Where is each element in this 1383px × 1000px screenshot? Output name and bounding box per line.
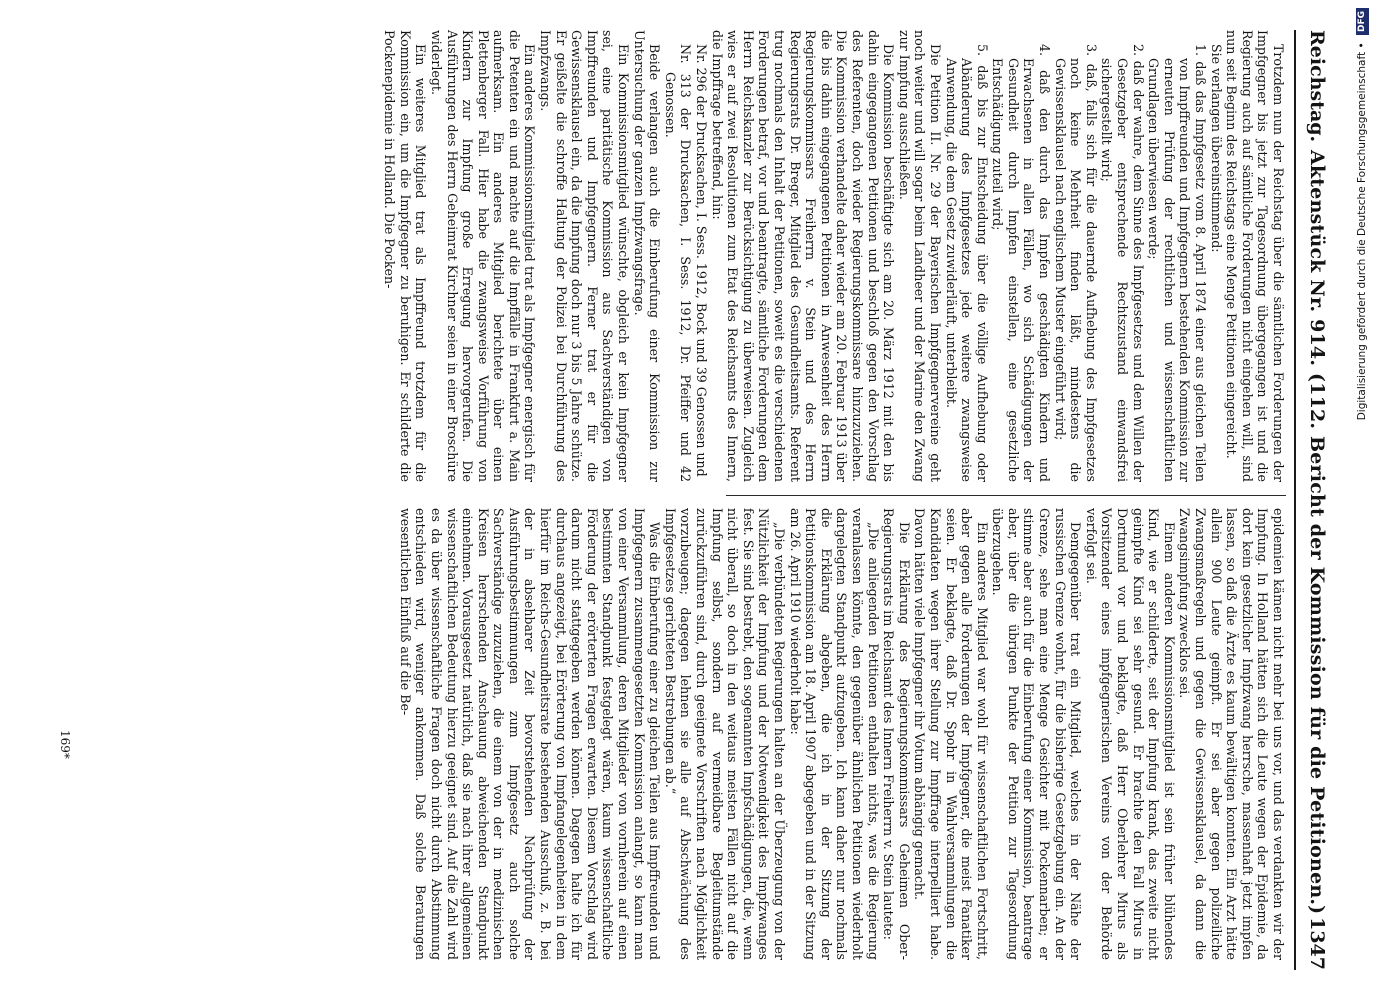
digitization-credit bbox=[1352, 8, 1372, 993]
paragraph: Was die Einberufung einer zu gleichen Teilen aus Impffreunden und Impfgegnern zusammengesetzten Kommission anlangt, so kann man von einer Versammlung, deren Mitglieder von vornherein auf einen bestimmten Standpunkt festgelegt wären, kaum wissenschaftliche Förderung der erörterten Fragen erwarten. Diesem Vorschlag wird darum nicht stattgegeben werden können. Dagegen halte ich für durchaus angezeigt, bei Erörterung von Impfangelegenheiten in dem hierfür im Reichs-Gesundheitsrate bestehenden Ausschuß, z. B. bei der in absehbarer Zeit bevorstehenden Nachprüfung der Ausführungsbestimmungen zum Impfgesetz auch solche Sachverständige zuzuziehen, die einem von der in medizinischen Kreisen herrschenden Anschauung abweichenden Standpunkt einnehmen. Vorausgesetzt natürlich, daß sie nach ihrer allgemeinen wissenschaftlichen Bedeutung hierzu geeignet sind. Auf die Zahl wird es da über wissenschaftliche Fragen doch nicht durch Abstimmung entschieden wird, weniger ankommen. Daß solche Beratungen wesentlichen Einfluß auf die Be- bbox=[397, 508, 663, 960]
paragraph: Sie verlangen übereinstimmend: bbox=[1208, 44, 1224, 253]
signature-mark: 169* bbox=[58, 730, 72, 759]
list-item: 3. daß, falls sich für die dauernde Aufhebung des Impfgesetzes noch keine Mehrheit finden läßt, mindestens die Gewissensklausel nach englischem Muster eingeführt wird; bbox=[1052, 44, 1099, 482]
right-column bbox=[397, 508, 1286, 960]
header-title: Aktenstück Nr. 914. (112. Bericht der Kommission für die Petitionen.) bbox=[1306, 150, 1328, 915]
paragraph: epidemien kämen nicht mehr bei uns vor, und das verdankten wir der Impfung. In Holland hätten sich die Leute wegen der Epidemie, da dort kein gesetzlicher Impfzwang herrsche, massenhaft jetzt impfen lassen, so daß die Ärzte es kaum bewältigen konnten. Ein Arzt hätte allein 900 Leute geimpft. Er sei aber gegen polizeiliche Zwangsmaßregeln und gegen die Gewissensklausel, da dann die Zwangsimpfung zwecklos sei. bbox=[1177, 508, 1286, 960]
paragraph: Nr. 313 der Drucksachen, I. Sess. 1912, Dr. Pfeiffer und 42 Genossen. bbox=[662, 44, 694, 482]
paragraph: Demgegenüber trat ein Mitglied, welches in der Nähe der russischen Grenze wohnt, für die bisherige Gesetzgebung ein. An der Grenze, sehe man eine Menge Gesichter mit Pockennarben; er stimme aber auch für die Einberufung einer Kommission, beantrage aber, über die übrigen Punkte der Petition zur Tagesordnung überzugehen. bbox=[990, 508, 1084, 960]
paragraph: Nr. 296 der Drucksachen, I. Sess. 1912, Bock und 39 Genossen und bbox=[694, 44, 710, 477]
column-divider bbox=[726, 495, 1286, 496]
paragraph: „Die anliegenden Petitionen enthalten nichts, was die Regierung veranlassen könnte, den gegenüber ähnlichen Petitionen wiederholt dargelegten Standpunkt aufzugeben. Ich kann daher nur nochmals die Erklärung abgeben, die ich in der Sitzung der Petitionskommission am 18. April 1907 abgegeben und in der Sitzung am 26. April 1910 wiederholt habe: bbox=[787, 508, 881, 960]
paragraph: Ein anderes Kommissionsmitglied trat als Impfgegner energisch für die Petenten ein und machte auf die Impffälle in Frankfurt a. Main aufmerksam. Ein anderes Mitglied berichtete über einen Plettenberger Fall. Hier habe die zwangsweise Vorführung von Kindern zur Impfung große Erregung hervorgerufen. Die Ausführungen des Herrn Geheimrat Kirchner seien in einer Broschüre widerlegt. bbox=[428, 30, 538, 482]
left-column bbox=[382, 30, 1286, 482]
page-header bbox=[1294, 30, 1330, 970]
list-item: 4. daß den durch das Impfen geschädigten Kindern und Erwachsenen in allen Fällen, wo sich Schädigungen der Gesundheit durch Impfen einstellen, eine gesetzliche Entschädigung zuteil wird; bbox=[990, 44, 1053, 482]
paragraph: Ein anderes Mitglied war wohl für wissenschaftlichen Fortschritt, aber gegen alle Forderungen der Impfgegner, die meist Fanatiker seien. Er beklagte, daß Dr. Spohr in Wahlversammlungen die Kandidaten wegen ihrer Stellung zur Impffrage interpelliert habe. Davon hätten viele Impfgegner ihr Votum abhängig gemacht. bbox=[912, 508, 990, 960]
paragraph: Die Erklärung des Regierungskommissars Geheimen Ober-Regierungsrats im Reichsamt des Innern Freiherrn v. Stein lautete: bbox=[881, 508, 912, 960]
paragraph: Die Kommission beschäftigte sich am 20. März 1912 mit den bis dahin eingegangenen Petitionen und beschloß gegen den Vorschlag des Referenten, doch wieder Regierungskommissare hinzuzuziehen. Die Kommission verhandelte daher wieder am 20. Februar 1913 über die bis dahin eingegangenen Petitionen in Anwesenheit des Herrn Regierungskommissars Freiherrn v. Stein und des Herrn Regierungsrats Dr. Breger, Mitglied des Gesundheitsamts. Referent trug nochmals den Inhalt der Petitionen, soweit es die verschiedenen Forderungen betraf, vor und beantragte, sämtliche Forderungen dem Herrn Reichskanzler zur Berücksichtigung zu überweisen. Zugleich wies er auf zwei Resolutionen zum Etat des Reichsamts des Innern, die Impffrage betreffend, hin: bbox=[709, 30, 897, 482]
paragraph: Ein Kommissionsmitglied wünschte, obgleich er kein Impfgegner sei, eine paritätische Kommission aus Sachverständigen von Impffreunden und Impfgegnern. Ferner trat er für die Gewissensklausel ein, da die Impfung doch nur 3 bis 5 Jahre schütze. Er geißelte die schroffe Haltung der Polizei bei Durchführung des Impfzwangs. bbox=[538, 30, 632, 482]
paragraph: Trotzdem nun der Reichstag über die sämtlichen Forderungen der Impfgegner bis jetzt zur Tagesordnung übergegangen ist und die Regierung auch auf sämtliche Forderungen nicht eingehen will, sind nun seit Beginn des Reichstags eine Menge Petitionen eingereicht. bbox=[1224, 30, 1286, 482]
page-number: 1347 bbox=[1306, 917, 1328, 970]
header-source: Reichstag. bbox=[1306, 30, 1328, 143]
paragraph: Ein weiteres Mitglied trat als Impffreund trotzdem für die Kommission ein, um die Impfgegner zu beruhigen. Er schilderte die Pockenepidemie in Holland. Die Pocken- bbox=[382, 30, 429, 482]
credit-text: Digitalisierung gefördert durch die Deutsche Forschungsgemeinschaft • bbox=[1356, 42, 1368, 421]
paragraph: „Die verbündeten Regierungen halten an der Überzeugung von der Nützlichkeit der Impfung und der Notwendigkeit des Impfzwanges fest. Sie sind bestrebt, den sogenannten Impfschädigungen, die, wenn nicht überall, so doch in den weitaus meisten Fällen nicht auf die Impfung selbst, sondern auf vermeidbare Begleitumstände zurückzuführen sind, durch geeignete Vorschriften nach Möglichkeit vorzubeugen; dagegen lehnen sie alle auf Abschwächung des Impfgesetzes gerichteten Bestrebungen ab.“ bbox=[662, 508, 787, 960]
paragraph: Die Petition II. Nr. 29 der Bayerischen Impfgegnervereine geht noch weiter und will sogar beim Landheer und der Marine den Zwang zur Impfung ausschließen. bbox=[896, 30, 943, 482]
paragraph: Einem anderen Kommissionsmitglied ist sein früher blühendes Kind, wie er schilderte, seit der Impfung krank, das zweite nicht geimpfte Kind sei sehr gesund. Er brachte den Fall Mirus in Dortmund vor und beklagte, daß Herr Oberlehrer Mirus als Vorsitzender eines impfgegnerischen Vereins von der Behörde verfolgt sei. bbox=[1083, 508, 1177, 960]
paragraph: Beide verlangen auch die Einberufung einer Kommission zur Untersuchung der ganzen Impfzwangsfrage. bbox=[631, 30, 663, 482]
dfg-logo: DFG bbox=[1356, 8, 1369, 35]
list-item: 1. daß das Impfgesetz vom 8. April 1874 einer aus gleichen Teilen von Impffreunden und Impfgegnern bestehenden Kommission zur erneuten Prüfung der rechtlichen und wissenschaftlichen Grundlagen überwiesen werde; bbox=[1146, 44, 1209, 482]
list-item: 2. daß der wahre, dem Sinne des Impfgesetzes und dem Willen der Gesetzgeber entsprechende Rechtszustand einwandsfrei sichergestellt wird; bbox=[1099, 44, 1146, 482]
list-item: 5. daß bis zur Entscheidung über die völlige Aufhebung oder Abänderung des Impfgesetzes jede weitere zwangsweise Anwendung, die dem Gesetz zuwiderläuft, unterbleibt. bbox=[943, 44, 990, 482]
document-page bbox=[50, 30, 1330, 970]
